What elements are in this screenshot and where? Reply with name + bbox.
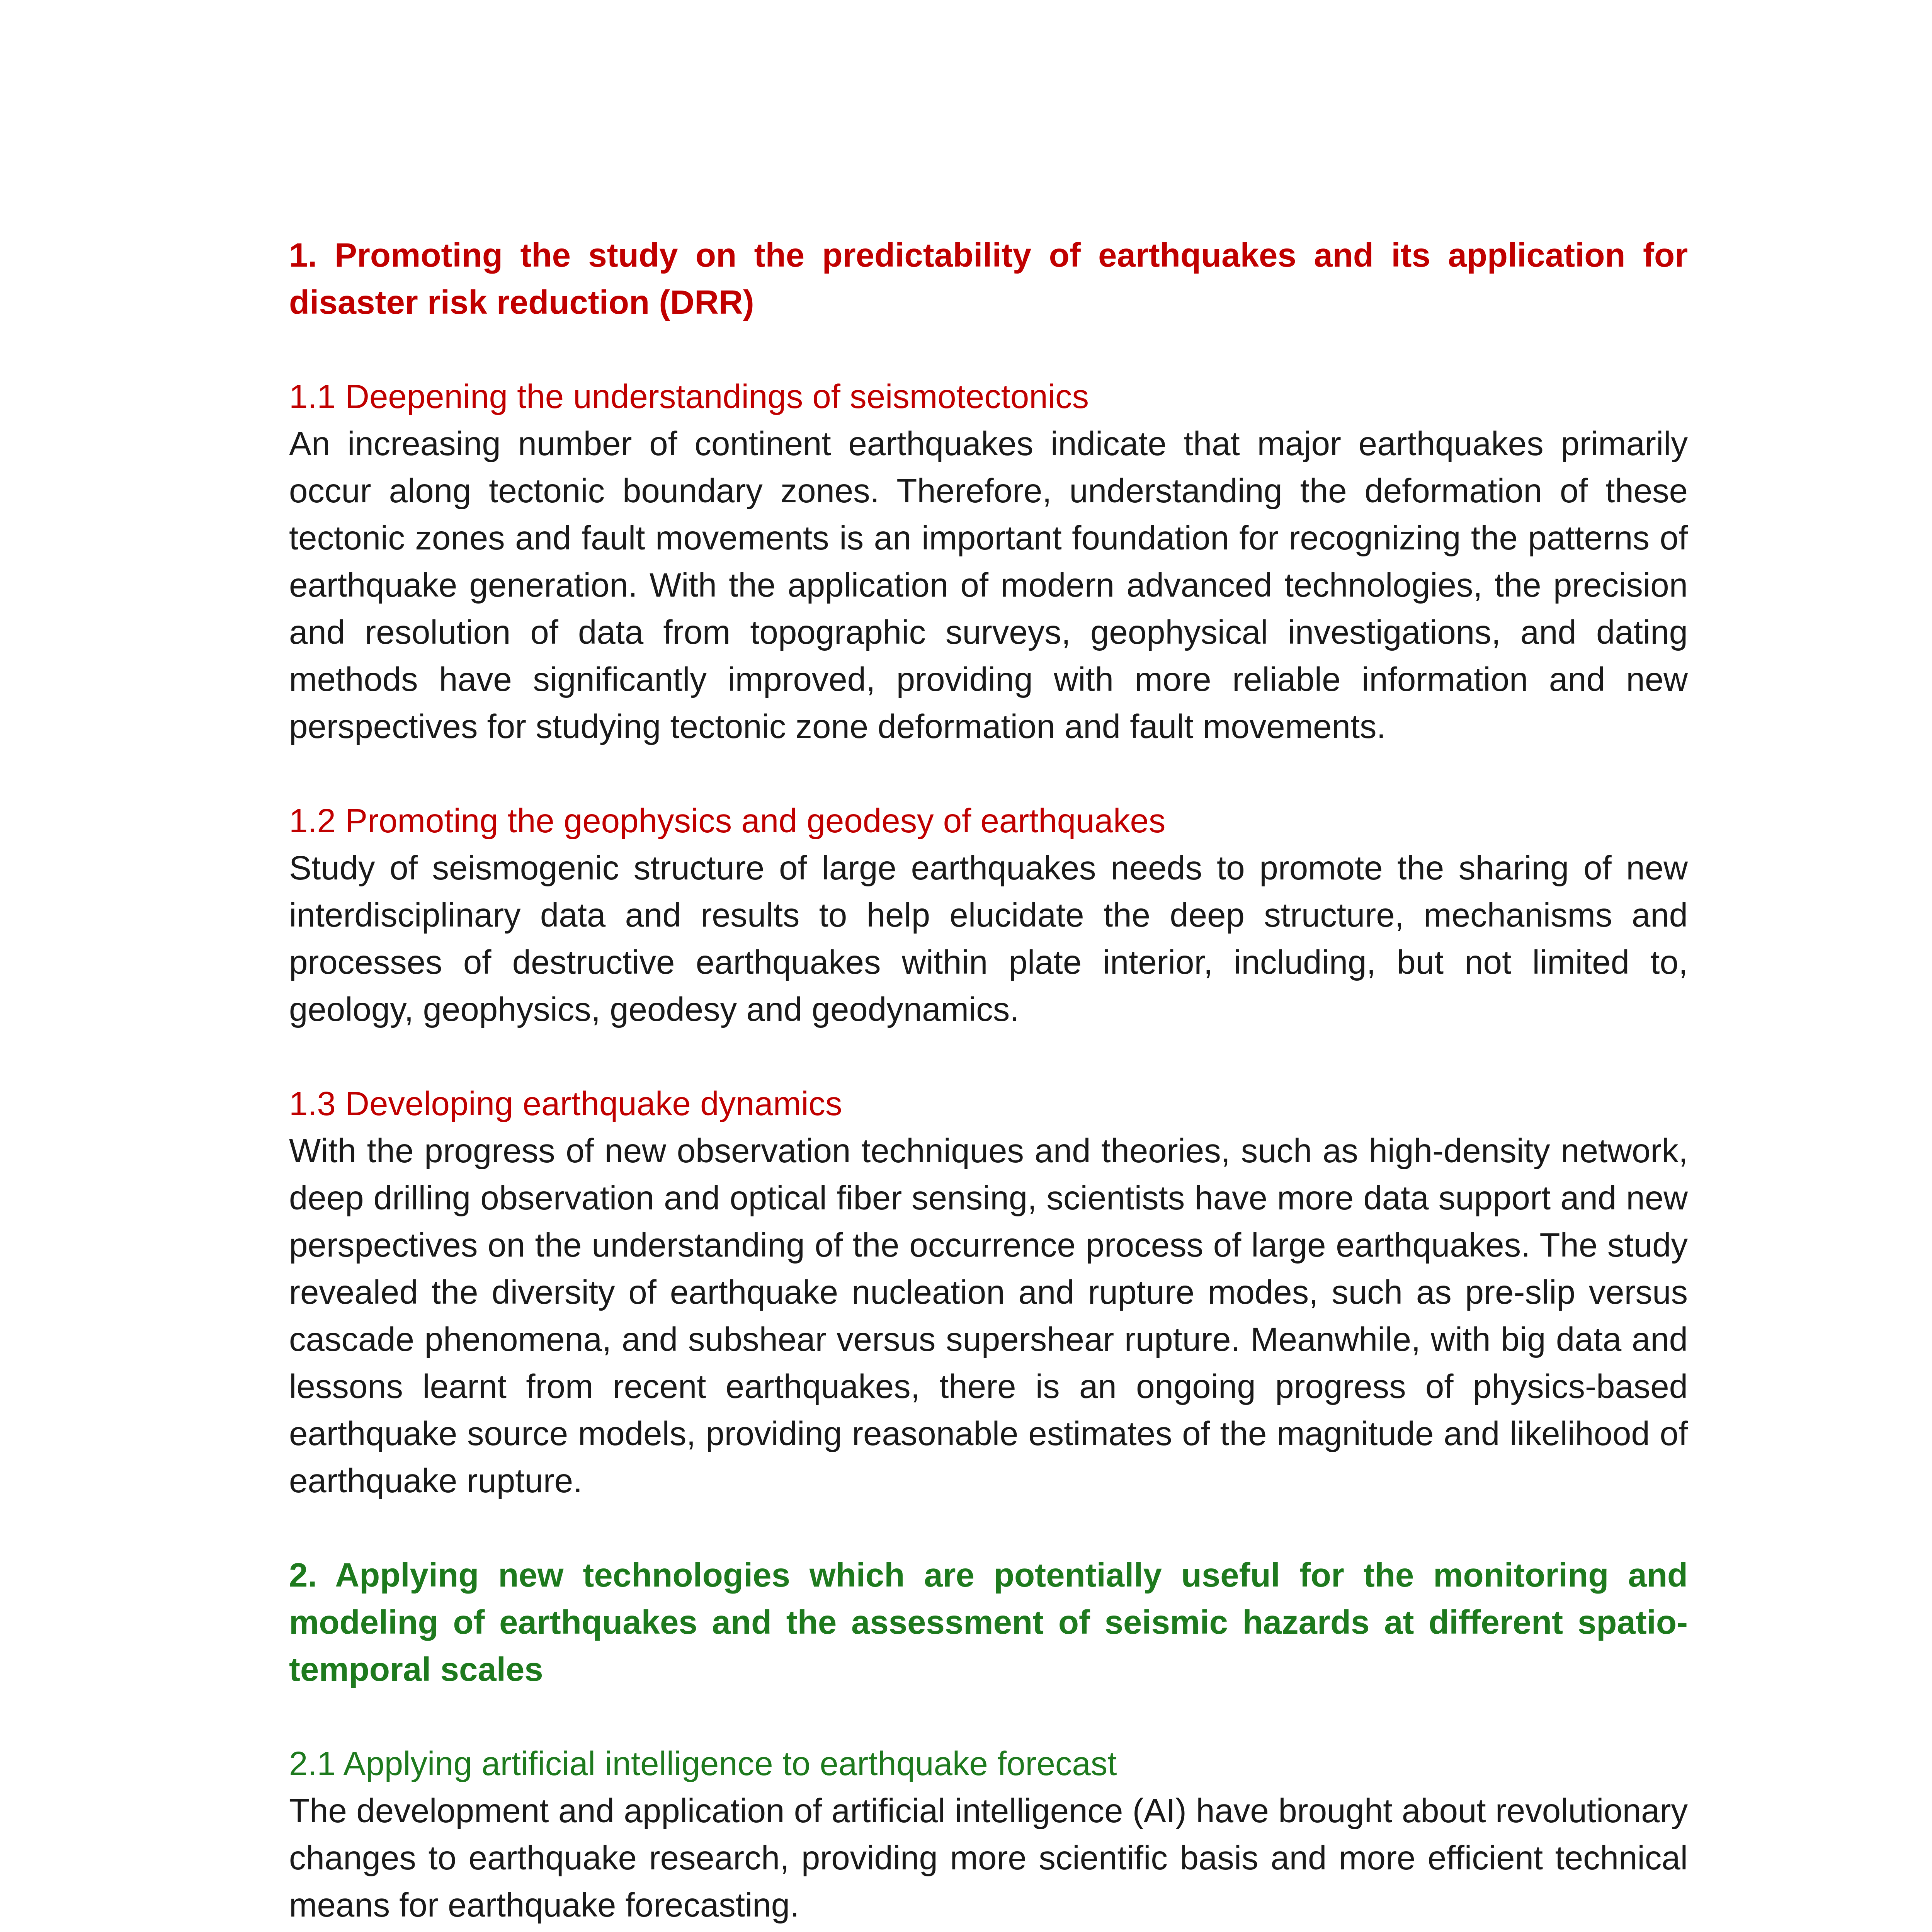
subsection-title: 2.1 Applying artificial intelligence to earthquake forecast xyxy=(289,1745,1117,1782)
subsection-title: 1.1 Deepening the understandings of seismotectonics xyxy=(289,378,1089,415)
subsection-title: 1.2 Promoting the geophysics and geodesy of earthquakes xyxy=(289,802,1166,840)
document-page xyxy=(289,232,1688,1932)
section-2 xyxy=(289,1552,1688,1932)
subsection-body: An increasing number of continent earthquakes indicate that major earthquakes primarily occur along tectonic boundary zones. Therefore, understanding the deformation of these tectonic zones and fault movements is an important foundation for recognizing the patterns of earthquake generation. With the application of modern advanced technologies, the precision and resolution of data from topographic surveys, geophysical investigations, and dating methods have significantly improved, providing with more reliable information and new perspectives for studying tectonic zone deformation and fault movements. xyxy=(289,425,1688,745)
subsection-title: 1.3 Developing earthquake dynamics xyxy=(289,1085,842,1122)
section-1 xyxy=(289,232,1688,1505)
subsection-body: The development and application of artificial intelligence (AI) have brought about revolutionary changes to earthquake research, providing more scientific basis and more efficient technical means for earthquake forecasting. xyxy=(289,1792,1688,1924)
subsection-body: Study of seismogenic structure of large earthquakes needs to promote the sharing of new interdisciplinary data and results to help elucidate the deep structure, mechanisms and processes of destructive earthquakes within plate interior, including, but not limited to, geology, geophysics, geodesy and geodynamics. xyxy=(289,849,1688,1028)
section-heading: 2. Applying new technologies which are potentially useful for the monitoring and modeling of earthquakes and the assessment of seismic hazards at different spatio-temporal scales xyxy=(289,1556,1688,1688)
subsection-2-1 xyxy=(289,1740,1688,1929)
subsection-1-3 xyxy=(289,1080,1688,1505)
subsection-1-2 xyxy=(289,798,1688,1033)
section-heading: 1. Promoting the study on the predictability of earthquakes and its application for disaster risk reduction (DRR) xyxy=(289,236,1688,321)
subsection-1-1 xyxy=(289,373,1688,750)
subsection-body: With the progress of new observation techniques and theories, such as high-density network, deep drilling observation and optical fiber sensing, scientists have more data support and new perspectives on the understanding of the occurrence process of large earthquakes. The study revealed the diversity of earthquake nucleation and rupture modes, such as pre-slip versus cascade phenomena, and subshear versus supershear rupture. Meanwhile, with big data and lessons learnt from recent earthquakes, there is an ongoing progress of physics-based earthquake source models, providing reasonable estimates of the magnitude and likelihood of earthquake rupture. xyxy=(289,1132,1688,1500)
